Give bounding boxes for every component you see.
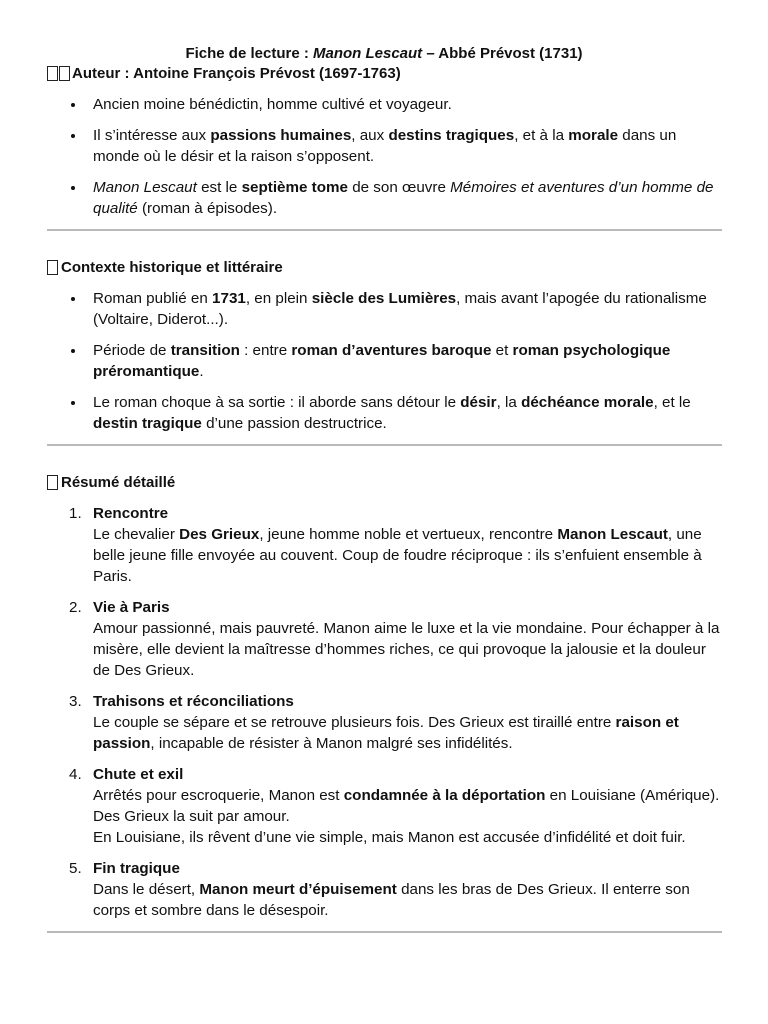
summary-item-title: Fin tragique: [93, 860, 180, 877]
text-run: dans un monde où le désir et la raison s’opposent.: [93, 127, 677, 165]
text-run: Arrêtés pour escroquerie, Manon est: [93, 787, 344, 804]
section-heading-context: Contexte historique et littéraire: [47, 258, 722, 278]
text-run: Dans le désert,: [93, 881, 200, 898]
text-run: , et à la: [514, 127, 569, 144]
summary-numbered-list: [47, 503, 722, 921]
bold-text: condamnée à la déportation: [343, 787, 546, 804]
summary-item-fin-tragique: 5. Fin tragique Dans le désert, Manon meurt d’épuisement dans les bras de Des Grieux. Il enterre son corps et sombre dans le désespoir.: [69, 860, 690, 919]
summary-item-body: [93, 881, 690, 919]
bold-text: Des Grieux: [179, 526, 260, 543]
text-run: Le couple se sépare et se retrouve plusieurs fois. Des Grieux est tiraillé entre: [93, 714, 616, 731]
bold-text: roman psychologique préromantique: [93, 342, 671, 380]
italic-text: Manon Lescaut: [93, 179, 197, 196]
context-emoji-icon: [47, 260, 58, 275]
divider: [47, 931, 722, 933]
summary-item-body: [93, 787, 719, 825]
bold-text: siècle des Lumières: [311, 290, 457, 307]
list-item: [47, 177, 722, 219]
bold-text: roman d’aventures baroque: [291, 342, 492, 359]
summary-item-chute-et-exil: 4. Chute et exil Arrêtés pour escroquerie, Manon est condamnée à la déportation en Louisiane (Amérique). Des Grieux la suit par amour. En Louisiane, ils rêvent d’une vie simple, mais Manon est accusée d’infidélité et doit fuir.: [69, 766, 720, 846]
bold-text: 1731: [212, 290, 246, 307]
summary-item-title: Trahisons et réconciliations: [93, 693, 294, 710]
list-item: [47, 340, 722, 382]
text-run: Amour passionné, mais pauvreté. Manon aime le luxe et la vie mondaine. Pour échapper à la misère, elle devient la maîtresse d’hommes riches, ce qui provoque la jalousie et la douleur de Des Grieux.: [93, 620, 720, 679]
text-run: Période de: [93, 342, 171, 359]
divider: [47, 229, 722, 231]
bold-text: désir: [460, 394, 497, 411]
text-run: de son œuvre: [347, 179, 451, 196]
text-run: Il s’intéresse aux: [93, 127, 211, 144]
text-run: (roman à épisodes).: [137, 200, 278, 217]
list-item: [47, 125, 722, 167]
summary-item-title: Vie à Paris: [93, 599, 170, 616]
text-run: Le chevalier: [93, 526, 180, 543]
author-bullet-list: [47, 94, 722, 219]
summary-item-trahisons: 3. Trahisons et réconciliations Le couple se sépare et se retrouve plusieurs fois. Des Grieux est tiraillé entre raison et passion, incapable de résister à Manon malgré ses infidélités.: [69, 693, 679, 752]
summary-item-body: [93, 714, 679, 752]
page-title: Fiche de lecture : Manon Lescaut – Abbé Prévost (1731): [185, 45, 583, 62]
text-run: , en plein: [245, 290, 312, 307]
bold-text: morale: [568, 127, 619, 144]
bold-text: Manon Lescaut: [557, 526, 668, 543]
bold-text: raison et passion: [93, 714, 679, 752]
summary-item-rencontre: 1. Rencontre Le chevalier Des Grieux, jeune homme noble et vertueux, rencontre Manon Lescaut, une belle jeune fille envoyée au couvent. Coup de foudre réciproque : ils s’enfuient ensemble à Paris.: [69, 505, 702, 585]
text-run: : entre: [239, 342, 292, 359]
text-run: , incapable de résister à Manon malgré ses infidélités.: [150, 735, 513, 752]
bold-text: Manon meurt d’épuisement: [199, 881, 397, 898]
list-item: [47, 288, 722, 330]
bold-text: transition: [170, 342, 240, 359]
author-emoji-icon: [47, 66, 58, 81]
text-run: , la: [496, 394, 522, 411]
summary-item-vie-a-paris: 2. Vie à Paris Amour passionné, mais pauvreté. Manon aime le luxe et la vie mondaine. Pour échapper à la misère, elle devient la maîtresse d’hommes riches, ce qui provoque la jalousie et la douleur de Des Grieux.: [69, 599, 720, 679]
author-emoji-icon-part: [59, 66, 70, 81]
text-run: en Louisiane (Amérique). Des Grieux la suit par amour.: [93, 787, 720, 825]
list-item: [47, 94, 722, 115]
text-run: et: [491, 342, 513, 359]
summary-item-body: [93, 620, 719, 679]
text-run: .: [199, 363, 204, 380]
text-run: d’une passion destructrice.: [201, 415, 387, 432]
divider: [47, 444, 722, 446]
bold-text: passions humaines: [210, 127, 352, 144]
summary-item-body: [93, 526, 702, 585]
summary-item-title: Chute et exil: [93, 766, 184, 783]
text-run: , et le: [653, 394, 691, 411]
list-item: [47, 392, 722, 434]
section-heading-author: Auteur : Antoine François Prévost (1697-1763): [47, 64, 722, 84]
text-run: dans les bras de Des Grieux. Il enterre son corps et sombre dans le désespoir.: [93, 881, 690, 919]
bold-text: septième tome: [241, 179, 348, 196]
bold-text: destin tragique: [93, 415, 202, 432]
text-run: , jeune homme noble et vertueux, rencontre: [259, 526, 558, 543]
italic-text: Mémoires et aventures d’un homme de qualité: [93, 179, 714, 217]
text-run: est le: [196, 179, 242, 196]
text-run: Ancien moine bénédictin, homme cultivé et voyageur.: [93, 96, 452, 113]
summary-emoji-icon: [47, 475, 58, 490]
context-bullet-list: [47, 288, 722, 434]
summary-item-title: Rencontre: [93, 505, 169, 522]
summary-item-body-continued: En Louisiane, ils rêvent d’une vie simple, mais Manon est accusée d’infidélité et doit fuir.: [93, 829, 686, 846]
text-run: Le roman choque à sa sortie : il aborde sans détour le: [93, 394, 461, 411]
reading-sheet: [47, 44, 722, 933]
bold-text: déchéance morale: [521, 394, 654, 411]
text-run: Roman publié en: [93, 290, 213, 307]
text-run: , une belle jeune fille envoyée au couvent. Coup de foudre réciproque : ils s’enfuient ensemble à Paris.: [93, 526, 702, 585]
text-run: , aux: [351, 127, 389, 144]
text-run: , mais avant l’apogée du rationalisme (Voltaire, Diderot...).: [93, 290, 707, 328]
bold-text: destins tragiques: [388, 127, 515, 144]
section-heading-summary: Résumé détaillé: [47, 473, 722, 493]
